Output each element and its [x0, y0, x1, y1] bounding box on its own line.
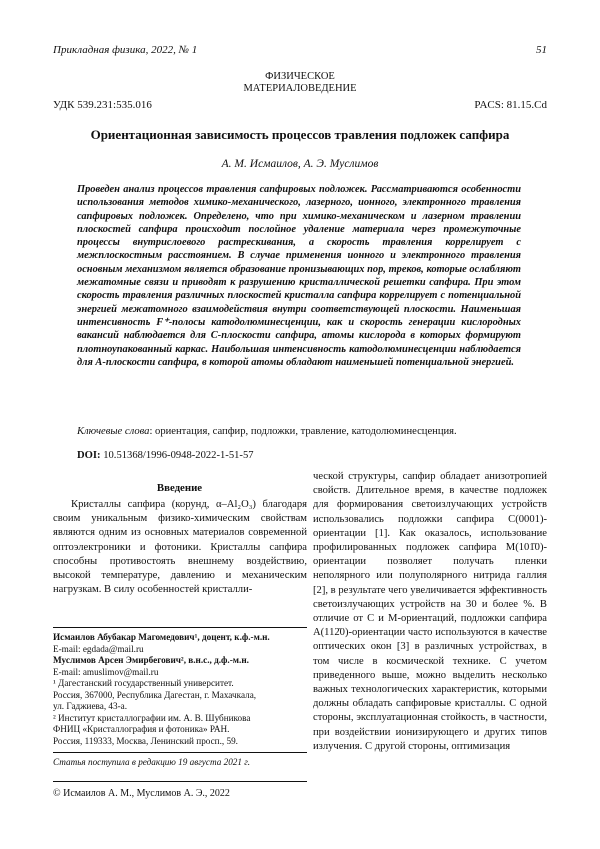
article-authors: А. М. Исмаилов, А. Э. Муслимов [221, 158, 379, 170]
affiliation1-street: ул. Гаджиева, 43-а. [53, 701, 128, 711]
author1-email: E-mail: egdada@mail.ru [53, 643, 144, 654]
affiliation2-org: ФНИЦ «Кристаллография и фотоника» РАН. [53, 724, 230, 734]
affiliation1-address: Россия, 367000, Республика Дагестан, г. Махачкала, [53, 689, 257, 700]
received-divider-top [53, 752, 307, 753]
author2-info: Муслимов Арсен Эмирбегович², в.н.с., д.ф.-м.н. [53, 655, 249, 665]
udc-code: УДК 539.231:535.016 [53, 99, 152, 111]
affiliation2-address: Россия, 119333, Москва, Ленинский просп., 59. [53, 735, 238, 746]
doi-value: 10.51368/1996-0948-2022-1-51-57 [100, 450, 254, 461]
received-date: Статья поступила в редакцию 19 августа 2021 г. [53, 757, 251, 767]
doi [77, 450, 254, 461]
section-label-line2: МАТЕРИАЛОВЕДЕНИЕ [243, 83, 357, 94]
abstract: Проведен анализ процессов травления сапфировых подложек. Рассматриваются особенности использования методов химико-механического, лазерного, ионного, электронного травления сапфировых подложек. Определено, что при химико-механическом и лазерном травлении плоскостей сапфира происходит послойное удаление материала через промежуточные процессы внутрислоевого растрескивания, а скорость травления коррелирует с межплоскостным расстоянием. В случае применения ионного и электронного травления основным механизмом является образование пронизывающих пор, треков, которые ослабляют межатомные связи и приводят к разрушению кристаллической решетки сапфира. При этом скорость травления различных плоскостей кристалла сапфира коррелирует с потенциальной энергией межатомного взаимодействия внутри соответствующей плоскости. Наименьшая интенсивность F⁺-полосы катодолюминесценции, как и скорость генерации кислородных вакансий наблюдается для С-плоскости сапфира, атомы кислорода в которых формируют плотноупакованный каркас. Наибольшая интенсивность катодолюминесценции наблюдается для А-плоскости сапфира, в которой атомы обладают наименьшей потенциальной энергией. [77, 184, 521, 368]
affiliation1-name: ¹ Дагестанский государственный университет. [53, 678, 234, 688]
article-title: Ориентационная зависимость процессов травления подложек сапфира [90, 127, 510, 142]
section-label [0, 71, 600, 95]
section-label-line1: ФИЗИЧЕСКОЕ [265, 71, 335, 82]
page-number: 51 [536, 44, 547, 56]
author2-email: E-mail: amuslimov@mail.ru [53, 666, 159, 677]
pacs-code: PACS: 81.15.Cd [474, 99, 547, 111]
keywords-text: : ориентация, сапфир, подложки, травление, катодолюминесценция. [149, 426, 457, 437]
intro-left-paragraph: Кристаллы сапфира (корунд, α–Al₂O₃) благодаря своим уникальным физико-химическим свойствам являются одним из основных материалов современной оптоэлектроники и фотоники. Кристаллы сапфира способны противостоять внешнему воздействию, высокой температуре, давлению и механическим нагрузкам. В силу особенностей кристалли- [53, 499, 307, 596]
keywords [77, 426, 521, 437]
intro-right-paragraph: ческой структуры, сапфир обладает анизотропией свойств. Длительное время, в качестве подложек для формирования светоизлучающих устройств использовались подложки сапфира C(0001)-ориентации [1]. Как оказалось, использование профилированных подложек сапфира M(101̄0)-ориентации позволяет получать пленки неполярного или полуполярного нитрида галлия [2], в результате чего увеличивается эффективность светоизлучающих устройств на 30 и более %. В отличие от С и M-ориентаций, подложки сапфира A(112̄0)-ориентации часто используются в качестве оптических окон [3] в различных устройствах, в том числе в космической технике. С учетом приведенного выше, можно выделить несколько важных технологических характеристик, которыми должны обладать сапфировые кристаллы. С одной стороны, эксплуатационная стойкость, в частности, при воздействии ионизирующего и других типов излучения. С другой стороны, оптимизация [313, 471, 547, 752]
copyright: © Исмаилов А. М., Муслимов А. Э., 2022 [53, 788, 230, 799]
journal-header: Прикладная физика, 2022, № 1 [53, 44, 198, 56]
footnote-divider [53, 627, 307, 628]
intro-left-column [53, 498, 307, 597]
intro-heading: Введение [156, 482, 203, 494]
intro-right-column [313, 470, 547, 754]
affiliation2-name: ² Институт кристаллографии им. А. В. Шубникова [53, 712, 251, 723]
received-divider-bottom [53, 781, 307, 782]
author1-info: Исмаилов Абубакар Магомедович¹, доцент, к.ф.-м.н. [53, 632, 270, 642]
doi-label: DOI: [77, 450, 101, 461]
keywords-label: Ключевые слова [77, 426, 150, 437]
author-footnotes [53, 632, 307, 747]
